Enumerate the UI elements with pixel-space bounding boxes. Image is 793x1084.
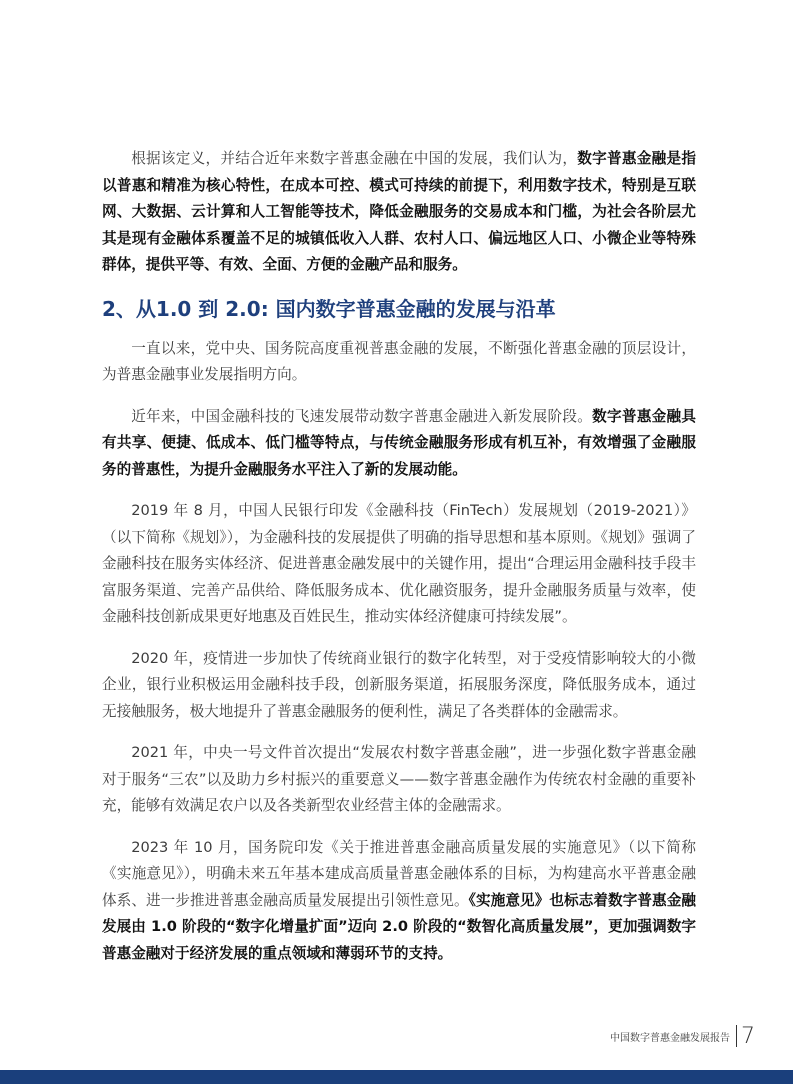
- paragraph-2020: [102, 646, 696, 726]
- page-content: [102, 146, 696, 982]
- emphasis-text: 数字普惠金融是指以普惠和精准为核心特性，在成本可控、模式可持续的前提下，利用数字技术，特别是互联网、大数据、云计算和人工智能等技术，降低金融服务的交易成本和门槛，为社会各阶层尤其是现有金融体系覆盖不足的城镇低收入人群、农村人口、偏远地区人口、小微企业等特殊群体，提供平等、有效、全面、方便的金融产品和服务。: [102, 150, 696, 273]
- body-text: 近年来，中国金融科技的飞速发展带动数字普惠金融进入新发展阶段。: [131, 407, 593, 425]
- body-text: 根据该定义，并结合近年来数字普惠金融在中国的发展，我们认为，: [131, 150, 578, 167]
- page-footer: [610, 1022, 755, 1050]
- body-text: 2023 年 10 月，国务院印发《关于推进普惠金融高质量发展的实施意见》（以下简称《实施意见》），明确未来五年基本建成高质量普惠金融体系的目标，为构建高水平普惠金融体系、进一步推进普惠金融高质量发展提出引领性意见。: [102, 838, 696, 909]
- body-text: 2019 年 8 月，中国人民银行印发《金融科技（FinTech）发展规划（2019-2021）》（以下简称《规划》），为金融科技的发展提供了明确的指导思想和基本原则。《规划》强调了金融科技在服务实体经济、促进普惠金融发展中的关键作用，提出“合理运用金融科技手段丰富服务渠道、完善产品供给、降低服务成本、优化融资服务，提升金融服务质量与效率，使金融科技创新成果更好地惠及百姓民生，推动实体经济健康可持续发展”。: [102, 502, 696, 625]
- footer-divider: [736, 1025, 737, 1047]
- paragraph-fintech: [102, 404, 696, 484]
- paragraph-2019: [102, 498, 696, 631]
- bottom-color-band: [0, 1070, 793, 1084]
- paragraph-definition: [102, 146, 696, 279]
- section-heading: 2、从1.0 到 2.0: 国内数字普惠金融的发展与沿革: [102, 296, 556, 321]
- intro-block: [102, 146, 696, 279]
- page-number: 7: [741, 1023, 755, 1049]
- body-text: 2020 年，疫情进一步加快了传统商业银行的数字化转型，对于受疫情影响较大的小微企业，银行业积极运用金融科技手段，创新服务渠道，拓展服务深度，降低服务成本，通过无接触服务，极大地提升了普惠金融服务的便利性，满足了各类群体的金融需求。: [102, 649, 696, 720]
- section-body: [102, 336, 696, 968]
- emphasis-text: 数字普惠金融具有共享、便捷、低成本、低门槛等特点，与传统金融服务形成有机互补，有效增强了金融服务的普惠性，为提升金融服务水平注入了新的发展动能。: [102, 407, 696, 478]
- body-text: 一直以来，党中央、国务院高度重视普惠金融的发展，不断强化普惠金融的顶层设计，为普惠金融事业发展指明方向。: [102, 339, 696, 383]
- emphasis-text: 《实施意见》也标志着数字普惠金融发展由 1.0 阶段的“数字化增量扩面”迈向 2.0 阶段的“数智化高质量发展”，更加强调数字普惠金融对于经济发展的重点领域和薄弱环节的支持。: [102, 891, 696, 962]
- paragraph-policy: [102, 336, 696, 389]
- paragraph-2021: [102, 740, 696, 820]
- paragraph-2023: [102, 835, 696, 968]
- footer-report-title: 中国数字普惠金融发展报告: [610, 1032, 730, 1044]
- body-text: 2021 年，中央一号文件首次提出“发展农村数字普惠金融”，进一步强化数字普惠金融对于服务“三农”以及助力乡村振兴的重要意义——数字普惠金融作为传统农村金融的重要补充，能够有效满足农户以及各类新型农业经营主体的金融需求。: [102, 744, 696, 814]
